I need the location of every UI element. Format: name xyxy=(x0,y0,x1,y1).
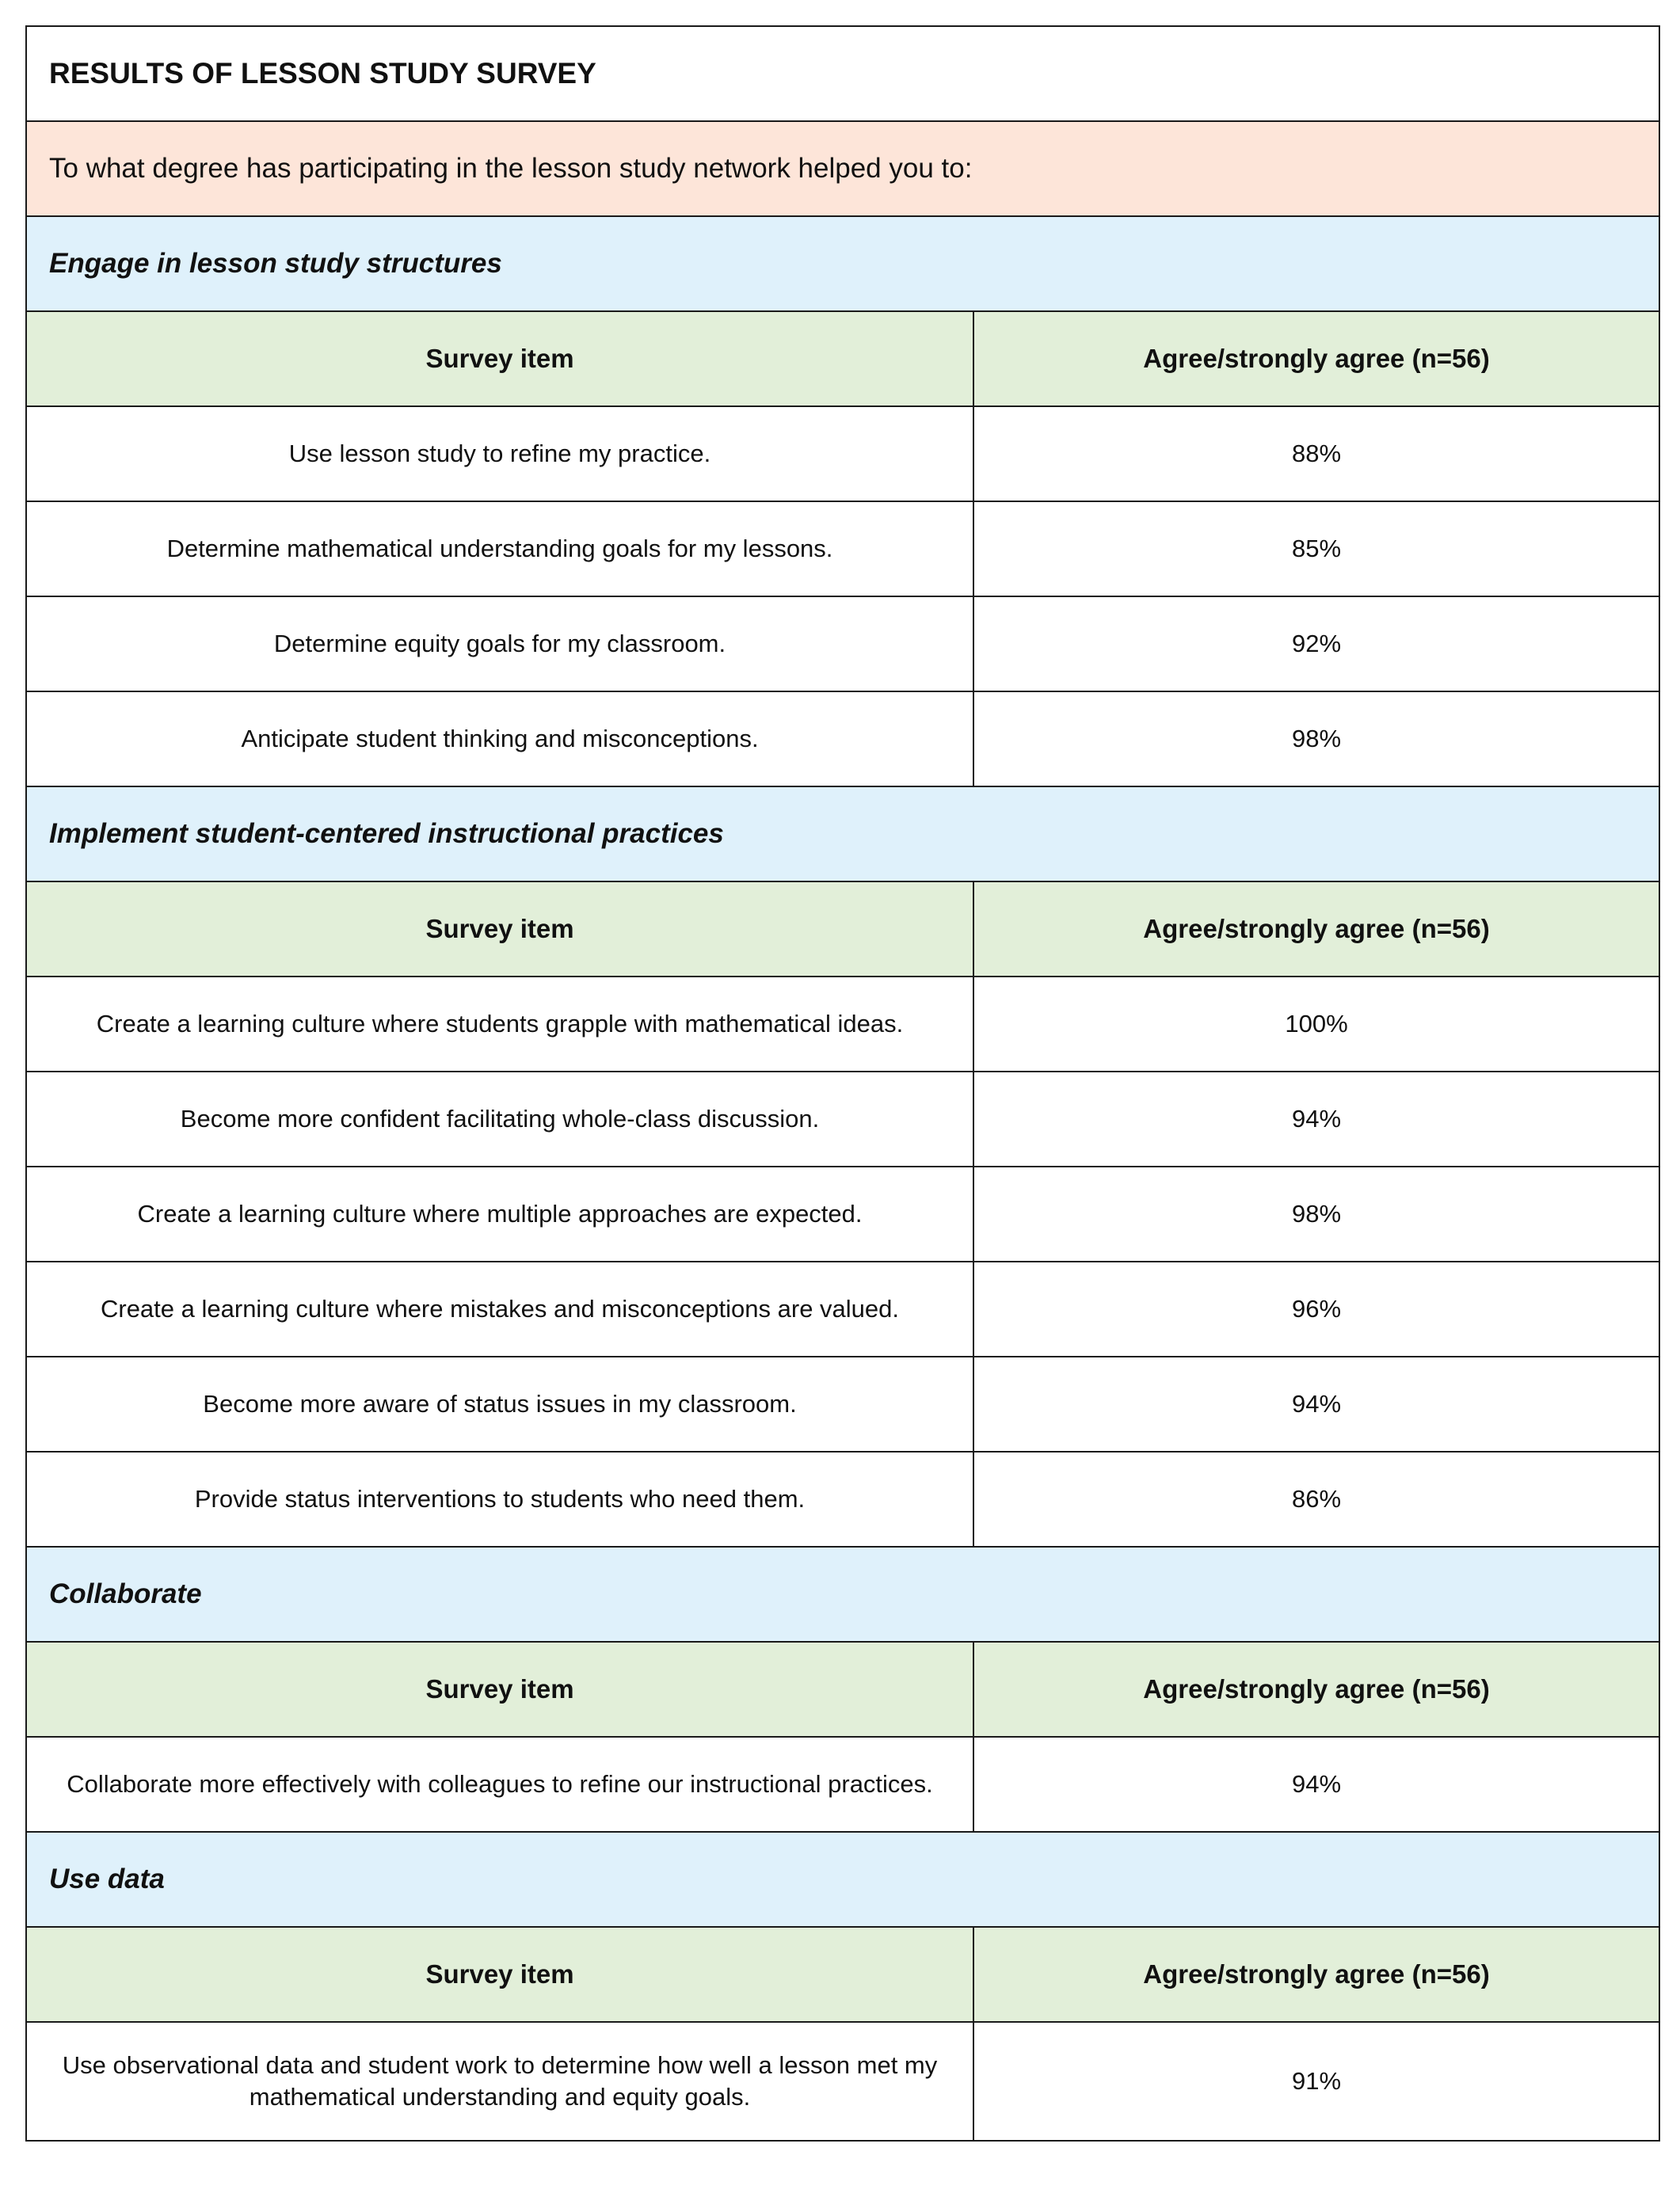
agree-percent-cell: 100% xyxy=(973,977,1659,1072)
survey-item-cell: Create a learning culture where multiple approaches are expected. xyxy=(26,1167,973,1262)
agree-percent-cell: 94% xyxy=(973,1357,1659,1452)
agree-percent-cell: 94% xyxy=(973,1072,1659,1167)
column-header-survey-item: Survey item xyxy=(26,1642,973,1737)
agree-percent-cell: 86% xyxy=(973,1452,1659,1547)
section-heading: Use data xyxy=(26,1832,1659,1927)
agree-percent-cell: 96% xyxy=(973,1262,1659,1357)
section-row xyxy=(26,786,1659,881)
column-header-agree: Agree/strongly agree (n=56) xyxy=(973,311,1659,406)
section-row xyxy=(26,1832,1659,1927)
table-row xyxy=(26,406,1659,501)
table-row xyxy=(26,977,1659,1072)
table-row xyxy=(26,1167,1659,1262)
agree-percent-cell: 91% xyxy=(973,2022,1659,2141)
survey-item-cell: Determine mathematical understanding goals for my lessons. xyxy=(26,501,973,596)
survey-item-cell: Use observational data and student work to determine how well a lesson met my mathematical understanding and equity goals. xyxy=(26,2022,973,2141)
section-row xyxy=(26,216,1659,311)
table-row xyxy=(26,1262,1659,1357)
survey-item-cell: Become more confident facilitating whole-class discussion. xyxy=(26,1072,973,1167)
agree-percent-cell: 92% xyxy=(973,596,1659,691)
section-heading: Implement student-centered instructional practices xyxy=(26,786,1659,881)
table-row xyxy=(26,501,1659,596)
table-row xyxy=(26,691,1659,786)
survey-results-table xyxy=(25,25,1660,2142)
table-row xyxy=(26,596,1659,691)
column-header-survey-item: Survey item xyxy=(26,311,973,406)
column-header-row xyxy=(26,1927,1659,2022)
column-header-survey-item: Survey item xyxy=(26,1927,973,2022)
agree-percent-cell: 88% xyxy=(973,406,1659,501)
survey-prompt: To what degree has participating in the lesson study network helped you to: xyxy=(26,121,1659,216)
agree-percent-cell: 98% xyxy=(973,1167,1659,1262)
survey-item-cell: Create a learning culture where students grapple with mathematical ideas. xyxy=(26,977,973,1072)
table-row xyxy=(26,1452,1659,1547)
survey-item-cell: Use lesson study to refine my practice. xyxy=(26,406,973,501)
table-row xyxy=(26,2022,1659,2141)
survey-item-cell: Become more aware of status issues in my classroom. xyxy=(26,1357,973,1452)
agree-percent-cell: 85% xyxy=(973,501,1659,596)
prompt-row xyxy=(26,121,1659,216)
survey-item-cell: Determine equity goals for my classroom. xyxy=(26,596,973,691)
agree-percent-cell: 98% xyxy=(973,691,1659,786)
agree-percent-cell: 94% xyxy=(973,1737,1659,1832)
title-row xyxy=(26,26,1659,121)
column-header-row xyxy=(26,311,1659,406)
table-row xyxy=(26,1072,1659,1167)
survey-item-cell: Create a learning culture where mistakes and misconceptions are valued. xyxy=(26,1262,973,1357)
survey-item-cell: Provide status interventions to students who need them. xyxy=(26,1452,973,1547)
column-header-agree: Agree/strongly agree (n=56) xyxy=(973,1927,1659,2022)
column-header-agree: Agree/strongly agree (n=56) xyxy=(973,881,1659,977)
page-title: RESULTS OF LESSON STUDY SURVEY xyxy=(26,26,1659,121)
column-header-row xyxy=(26,1642,1659,1737)
table-row xyxy=(26,1737,1659,1832)
column-header-survey-item: Survey item xyxy=(26,881,973,977)
table-row xyxy=(26,1357,1659,1452)
survey-item-cell: Collaborate more effectively with colleagues to refine our instructional practices. xyxy=(26,1737,973,1832)
section-heading: Engage in lesson study structures xyxy=(26,216,1659,311)
column-header-agree: Agree/strongly agree (n=56) xyxy=(973,1642,1659,1737)
section-heading: Collaborate xyxy=(26,1547,1659,1642)
column-header-row xyxy=(26,881,1659,977)
section-row xyxy=(26,1547,1659,1642)
survey-item-cell: Anticipate student thinking and misconceptions. xyxy=(26,691,973,786)
